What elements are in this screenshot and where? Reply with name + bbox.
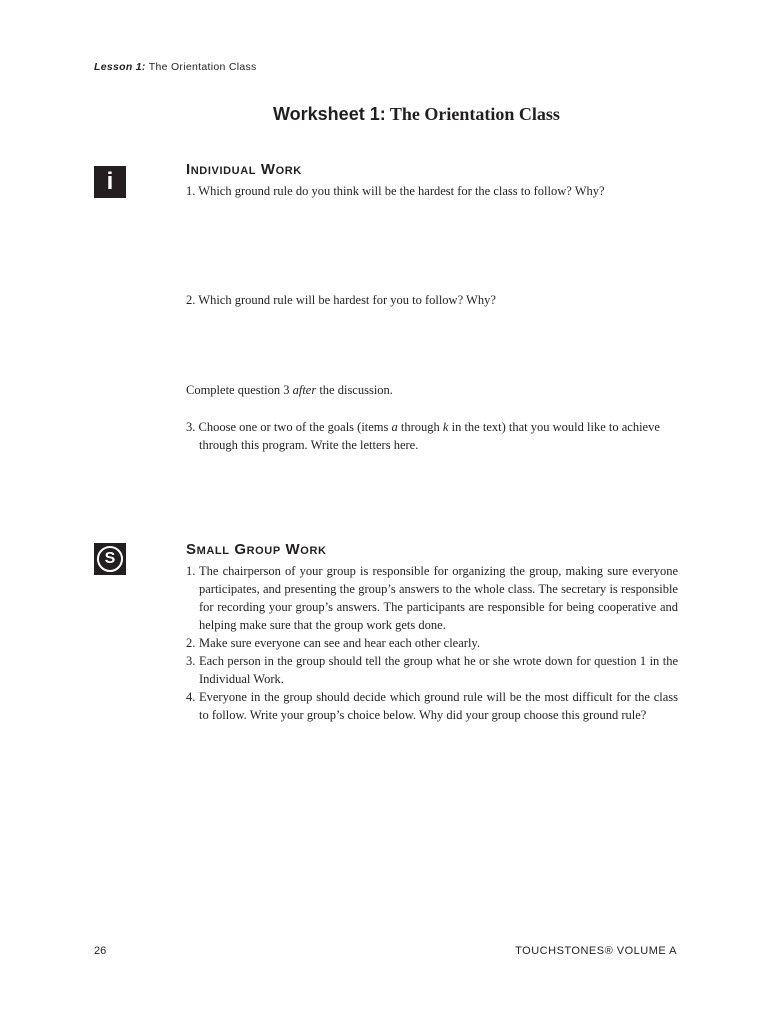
question-1: 1. Which ground rule do you think will be the hardest for the class to follow? Why? [186,184,605,198]
item-text: Each person in the group should tell the group what he or she wrote down for question 1 in the Individual Work. [199,654,678,686]
book-title: TOUCHSTONES® VOLUME A [515,945,677,957]
item-number: 2. [186,636,196,650]
worksheet-title-text: The Orientation Class [385,104,560,124]
small-group-work-heading: Small Group Work [186,541,327,558]
question-2: 2. Which ground rule will be hardest for you to follow? Why? [186,293,496,307]
instruction-post: the discussion. [316,383,393,397]
instruction-pre: Complete question 3 [186,383,293,397]
lesson-label: Lesson 1: [94,61,146,73]
small-group-icon-letter: S [97,546,123,572]
list-item [186,634,678,652]
item-number: 3. [186,654,196,668]
question-3 [186,418,694,454]
list-item [186,652,678,688]
worksheet-label: Worksheet 1: [273,104,386,124]
item-text: The chairperson of your group is responsible for organizing the group, making sure everyone participates, and presenting the group’s answers to the whole class. The secretary is responsible for recording your group’s answers. The participants are responsible for being cooperative and helping make sure that the group work gets done. [199,564,678,632]
item-text: Make sure everyone can see and hear each other clearly. [199,636,480,650]
q3-pre: 3. Choose one or two of the goals (items [186,420,392,434]
q3-k: k [442,420,449,434]
list-item [186,562,678,634]
lesson-title: The Orientation Class [145,61,257,73]
small-group-icon [94,543,126,575]
instruction [186,381,393,399]
instruction-emphasis: after [292,383,317,397]
list-item [186,688,678,724]
q3-mid: through [397,420,443,434]
item-text: Everyone in the group should decide which ground rule will be the most difficult for the class to follow. Write your group’s choice below. Why did your group choose this ground rule? [199,690,678,722]
group-instructions-list [186,562,678,724]
running-header [94,61,257,73]
info-icon: i [94,166,126,198]
item-number: 1. [186,564,196,578]
q3-post: in the text) that you would like to achieve through this program. Write the letters here. [199,420,660,452]
item-number: 4. [186,690,196,704]
page-number: 26 [94,945,107,957]
individual-work-heading: Individual Work [186,161,302,178]
q3-a: a [391,420,398,434]
